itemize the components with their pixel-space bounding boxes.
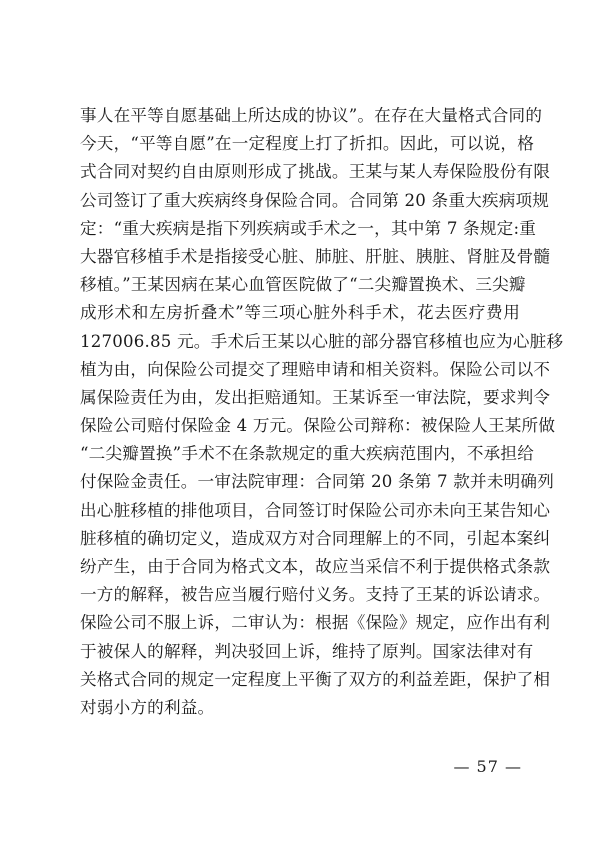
text-line: 式合同对契约自由原则形成了挑战。王某与某人寿保险股份有限: [80, 162, 551, 182]
text-line: 纷产生，由于合同为格式文本，故应当采信不利于提供格式条款: [80, 557, 551, 576]
text-line: 127006.85 元。手术后王某以心脏的部分器官移植也应为心脏移: [80, 331, 564, 351]
text-line: 保险公司赔付保险金 4 万元。保险公司辩称：被保险人王某所做: [80, 416, 556, 436]
text-line: 于被保人的解释，判决驳回上诉，维持了原判。国家法律对有: [80, 641, 534, 661]
text-line: 属保险责任为由，发出拒赔通知。王某诉至一审法院，要求判令: [80, 387, 551, 407]
text-line: 定：“重大疾病是指下列疾病或手术之一，其中第 7 条规定:重: [80, 218, 537, 238]
page-number: — 57 —: [453, 757, 522, 776]
text-line: 公司签订了重大疾病终身保险合同。合同第 20 条重大疾病项规: [80, 190, 550, 210]
text-line: 成形术和左房折叠术”等三项心脏外科手术，花去医疗费用: [80, 303, 520, 323]
text-line: 事人在平等自愿基础上所达成的协议”。在存在大量格式合同的: [80, 106, 543, 125]
body-paragraph: [80, 102, 564, 722]
text-line: 今天，“平等自愿”在一定程度上打了折扣。因此，可以说，格: [80, 134, 535, 154]
text-line: 移植。”王某因病在某心血管医院做了“二尖瓣置换术、三尖瓣: [80, 275, 526, 295]
text-line: “二尖瓣置换”手术不在条款规定的重大疾病范围内，不承担给: [80, 444, 535, 464]
text-line: 对弱小方的利益。: [80, 697, 215, 717]
text-line: 一方的解释，被告应当履行赔付义务。支持了王某的诉讼请求。: [80, 585, 551, 605]
text-line: 付保险金责任。一审法院审理：合同第 20 条第 7 款并未明确列: [80, 472, 555, 492]
text-line: 大器官移植手术是指接受心脏、肺脏、肝脏、胰脏、肾脏及骨髓: [80, 246, 551, 266]
text-line: 脏移植的确切定义，造成双方对合同理解上的不同，引起本案纠: [80, 528, 551, 548]
text-line: 出心脏移植的排他项目，合同签订时保险公司亦未向王某告知心: [80, 500, 551, 520]
text-line: 植为由，向保险公司提交了理赔申请和相关资料。保险公司以不: [80, 359, 551, 379]
text-line: 关格式合同的规定一定程度上平衡了双方的利益差距，保护了相: [80, 669, 551, 689]
text-line: 保险公司不服上诉，二审认为：根据《保险》规定，应作出有利: [80, 613, 551, 633]
